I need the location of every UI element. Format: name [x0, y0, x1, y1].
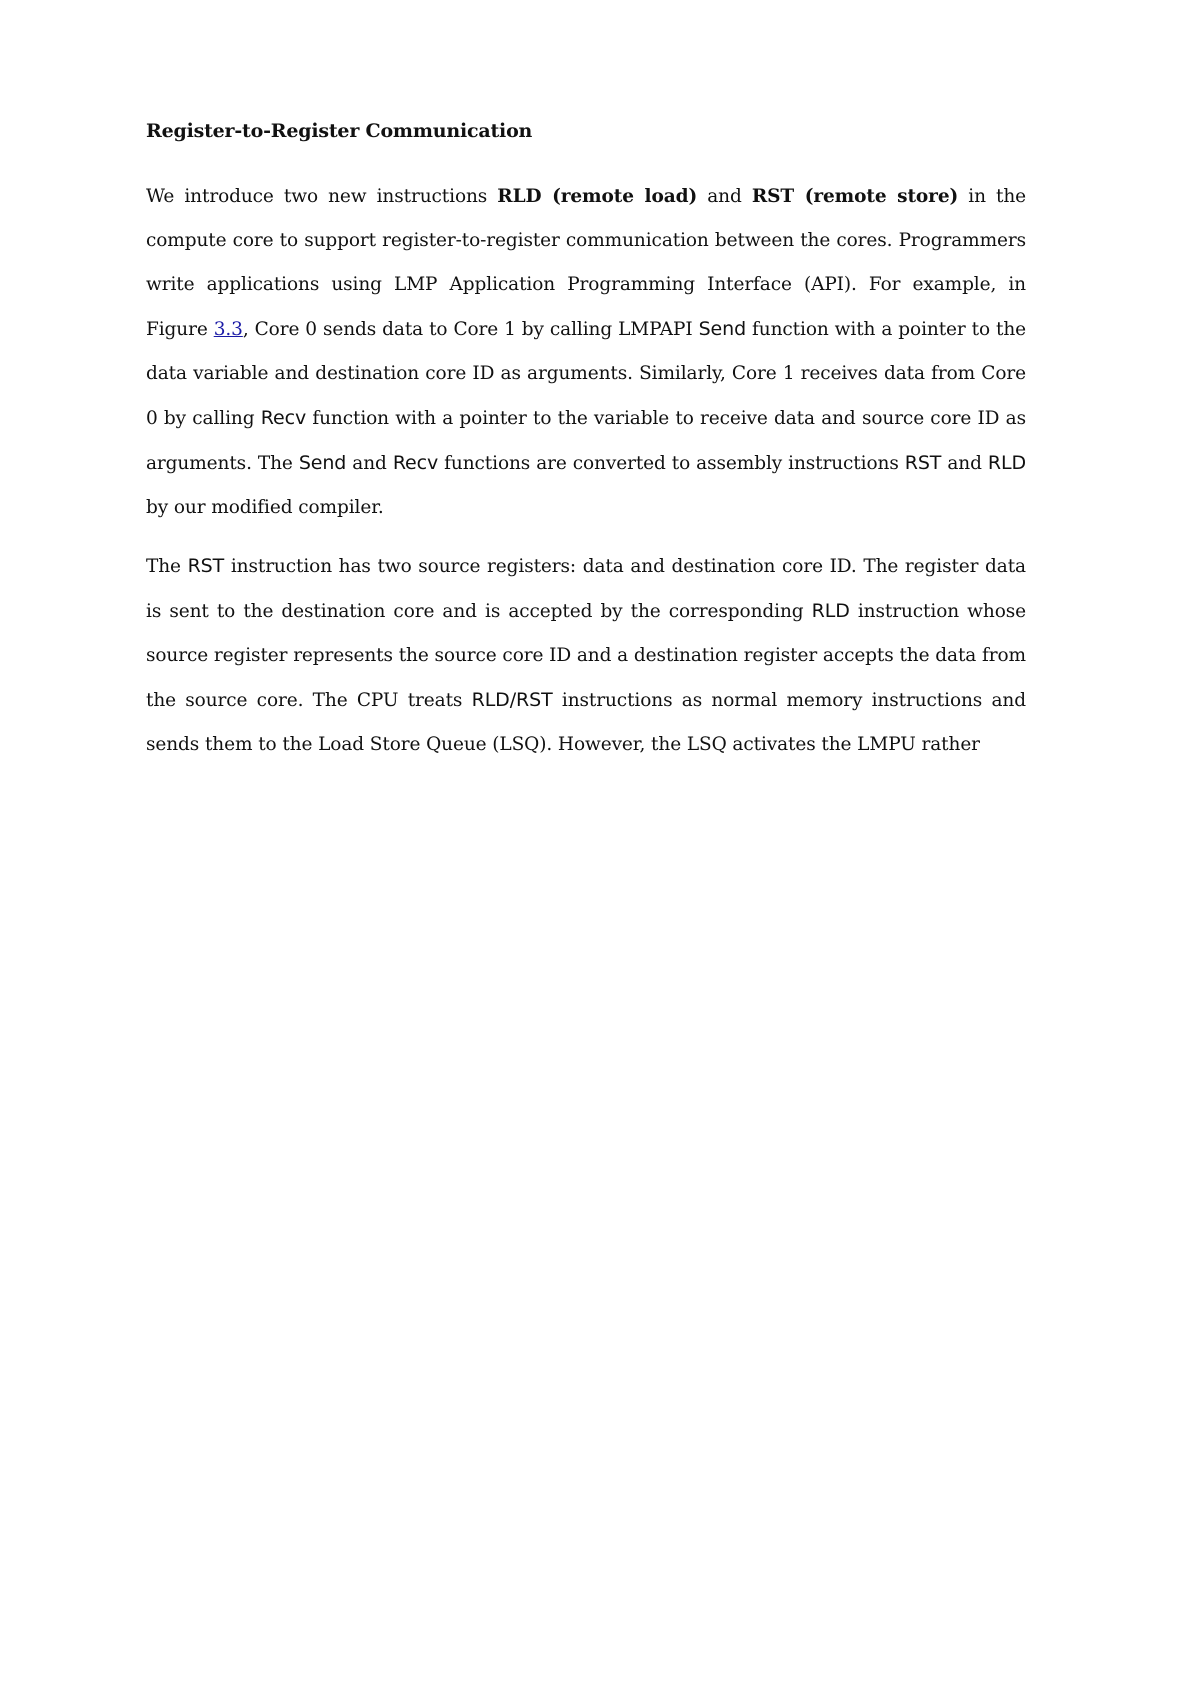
p1-text-6: function with a pointer to the variable to receive data and source core ID as arguments. The: [146, 408, 1026, 474]
p1-text-7: and: [346, 453, 393, 474]
p1-text-10: by our modified compiler.: [146, 497, 384, 518]
p1-text-1: We introduce two new instructions: [146, 186, 498, 207]
section-heading: Register-to-Register Communication: [146, 120, 533, 142]
p1-text-4: , Core 0 sends data to Core 1 by calling LMPAPI: [242, 319, 699, 340]
paragraph-1: [146, 175, 1026, 530]
rst-code-1: RST: [904, 452, 942, 474]
p1-text-3: in the compute core to support register-to-register communication between the cores. Programmers write applications using LMP Application Programming Interface (API). For example, in Figure: [146, 186, 1026, 340]
rld-term: RLD (remote load): [497, 186, 698, 207]
recv-code-2: Recv: [392, 452, 439, 474]
rst-term: RST (remote store): [751, 186, 959, 207]
p1-text-9: and: [941, 453, 988, 474]
figure-link[interactable]: 3.3: [213, 319, 243, 340]
send-code-2: Send: [298, 452, 347, 474]
rld-rst-code: RLD/RST: [471, 689, 553, 711]
recv-code-1: Recv: [260, 407, 307, 429]
rst-code-2: RST: [187, 555, 225, 577]
rld-code-1: RLD: [987, 452, 1026, 474]
p1-text-5: function with a pointer to the data variable and destination core ID as arguments. Similarly, Core 1 receives data from Core 0 by calling: [146, 319, 1026, 429]
p1-text-2: and: [697, 186, 752, 207]
p2-text-3: instruction whose source register represents the source core ID and a destination register accepts the data from the source core. The CPU treats: [146, 601, 1026, 711]
send-code-1: Send: [698, 318, 747, 340]
paragraph-2: [146, 544, 1026, 767]
p2-text-1: The: [146, 556, 188, 577]
rld-code-2: RLD: [811, 600, 850, 622]
p2-text-4: instructions as normal memory instructions and sends them to the Load Store Queue (LSQ). However, the LSQ activates the LMPU rather: [146, 690, 1026, 755]
p2-text-2: instruction has two source registers: data and destination core ID. The register data is sent to the destination core and is accepted by the corresponding: [146, 556, 1026, 622]
p1-text-8: functions are converted to assembly instructions: [438, 453, 905, 474]
document-page: [146, 120, 1026, 781]
